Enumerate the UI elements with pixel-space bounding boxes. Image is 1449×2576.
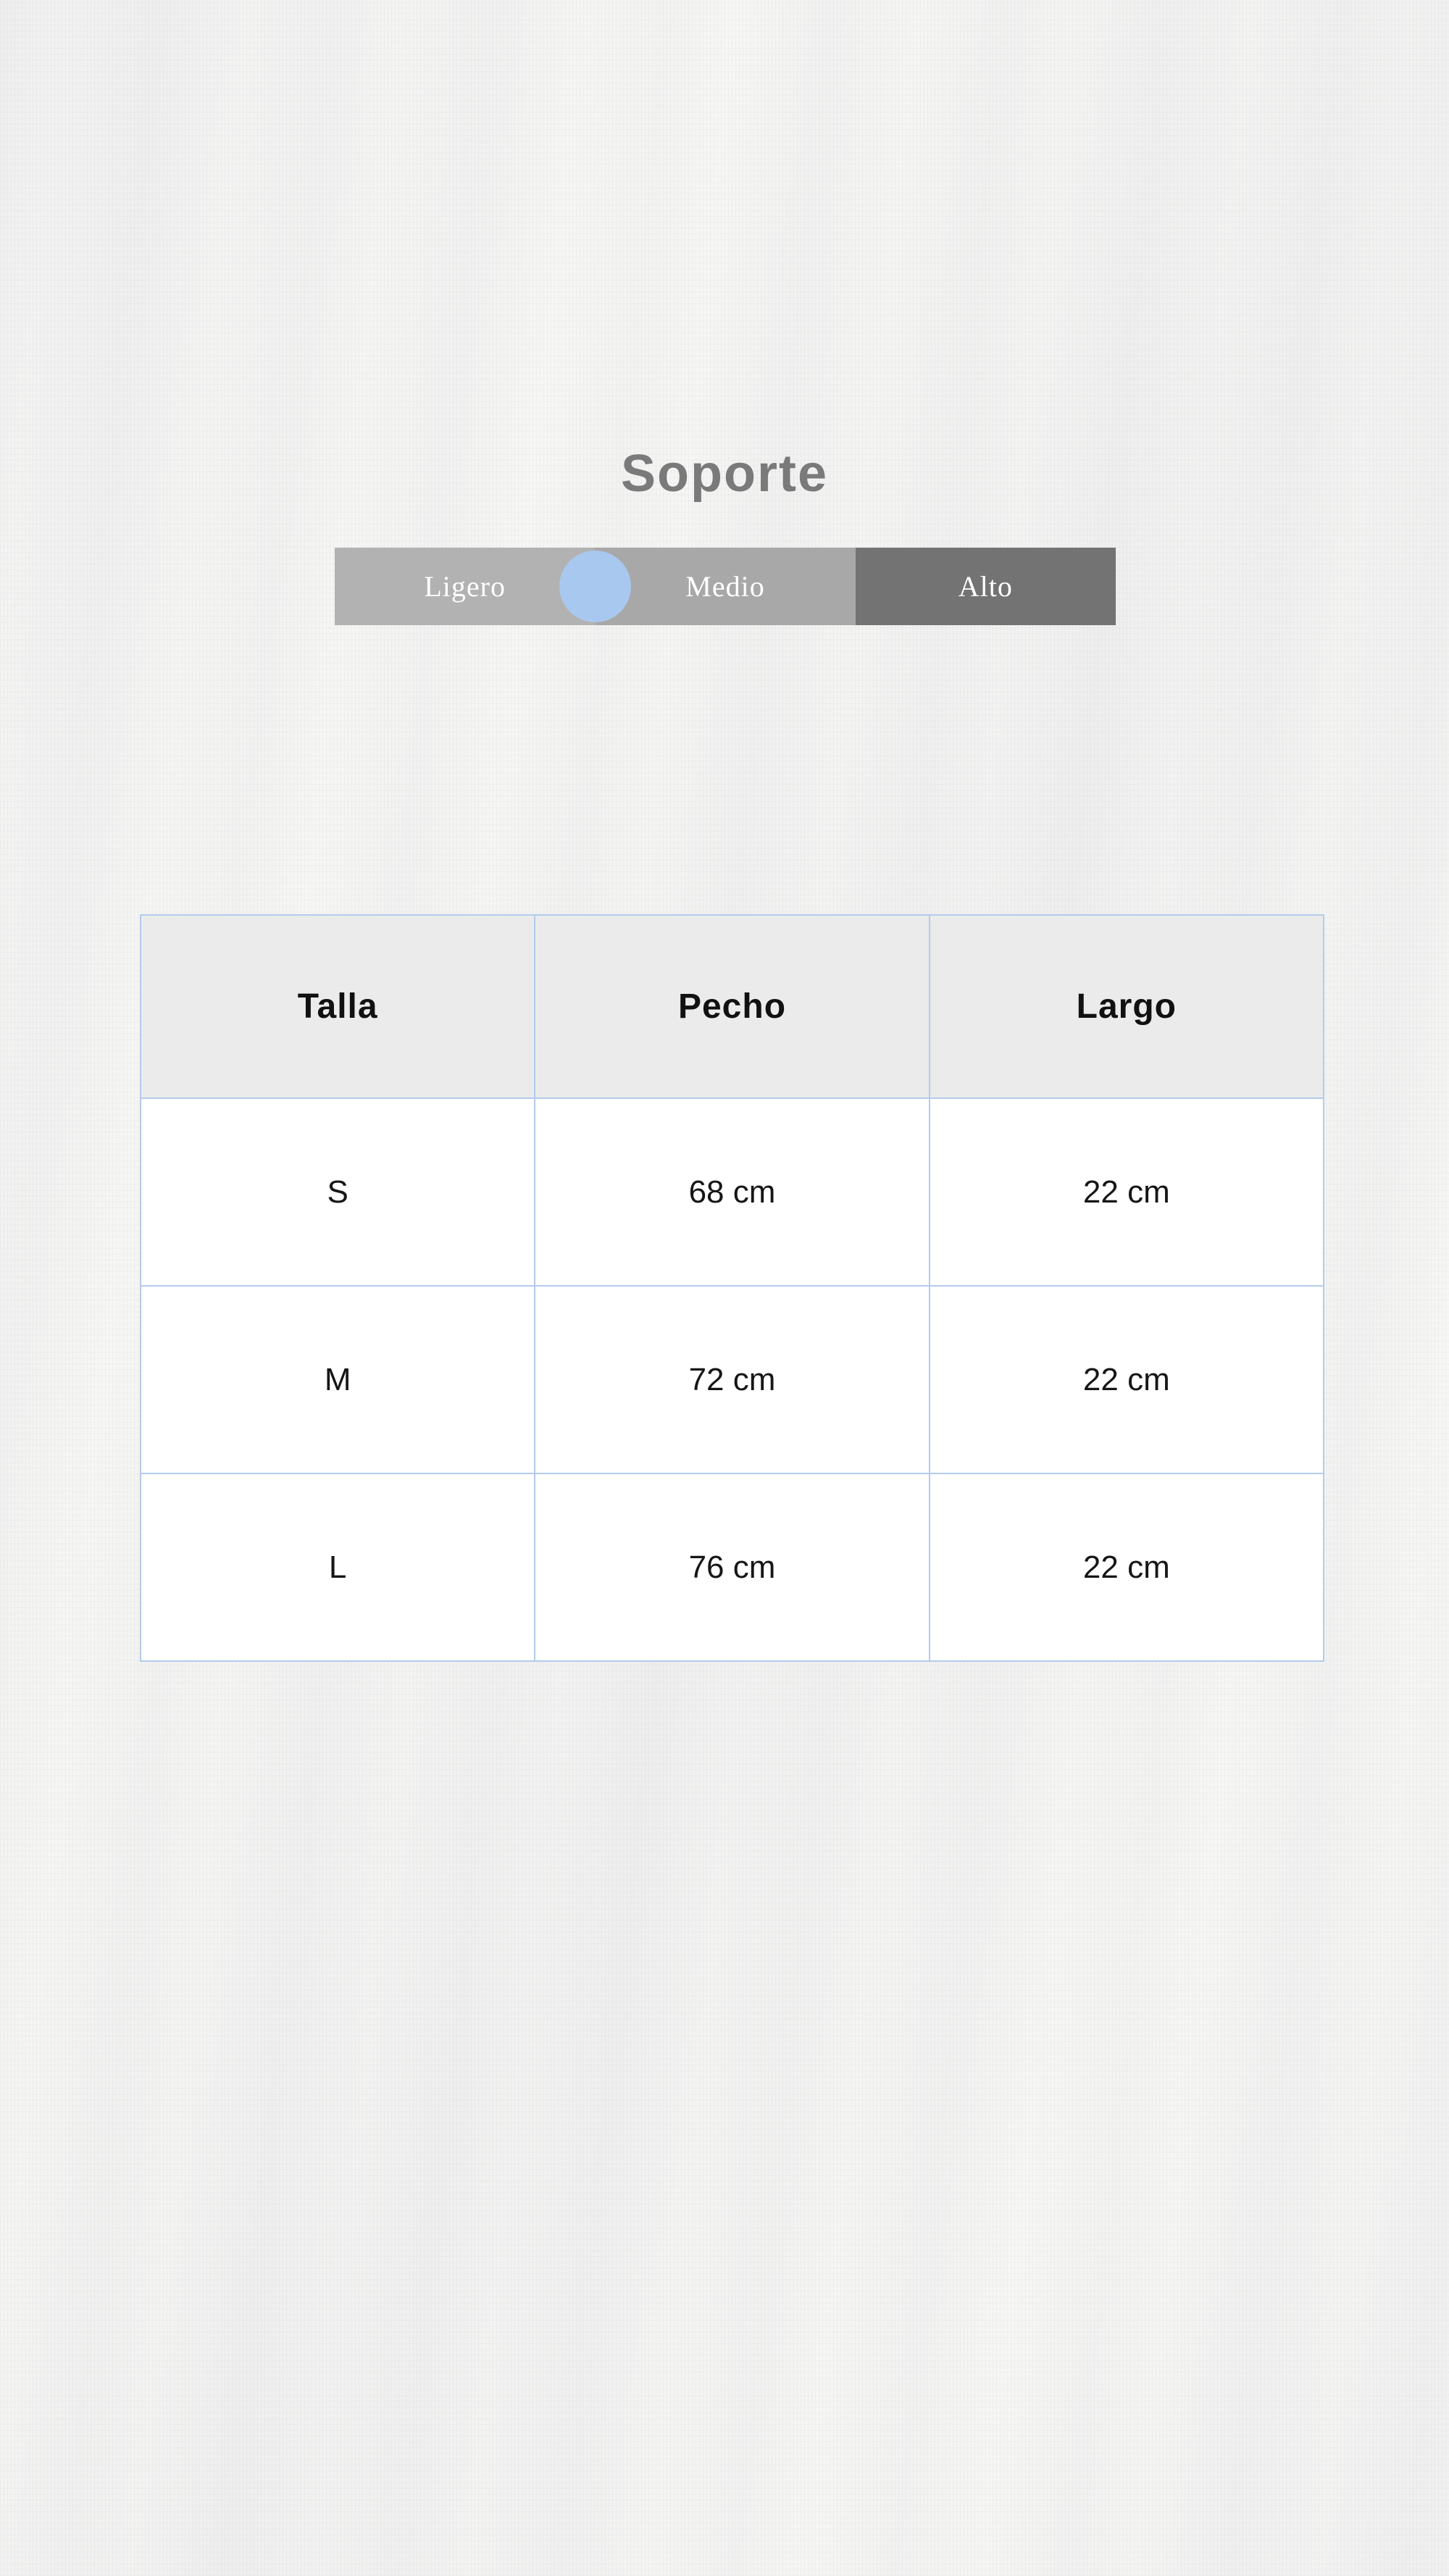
page-title: Soporte: [620, 445, 828, 503]
cell-chest: 76 cm: [535, 1473, 929, 1661]
table-row-m: [141, 1286, 1324, 1473]
cell-chest: 72 cm: [535, 1286, 929, 1473]
support-segment-medio-label: Medio: [685, 570, 765, 603]
size-table: [140, 914, 1324, 1662]
cell-chest: 68 cm: [535, 1098, 929, 1286]
cell-size: L: [141, 1473, 535, 1661]
cell-size: M: [141, 1286, 535, 1473]
column-header-talla: Talla: [141, 915, 535, 1098]
support-level-gauge: [335, 548, 1116, 625]
table-header-row: [141, 915, 1324, 1098]
column-header-pecho: Pecho: [535, 915, 929, 1098]
table-row-s: [141, 1098, 1324, 1286]
cell-length: 22 cm: [930, 1473, 1324, 1661]
cell-length: 22 cm: [930, 1286, 1324, 1473]
column-header-largo: Largo: [930, 915, 1324, 1098]
support-segment-alto: [856, 548, 1116, 625]
support-segment-ligero-label: Ligero: [424, 570, 506, 603]
support-segment-alto-label: Alto: [958, 570, 1013, 603]
cell-size: S: [141, 1098, 535, 1286]
support-segment-ligero: [335, 548, 595, 625]
table-row-l: [141, 1473, 1324, 1661]
support-level-indicator-dot: [559, 551, 631, 622]
support-segment-medio: [595, 548, 855, 625]
cell-length: 22 cm: [930, 1098, 1324, 1286]
